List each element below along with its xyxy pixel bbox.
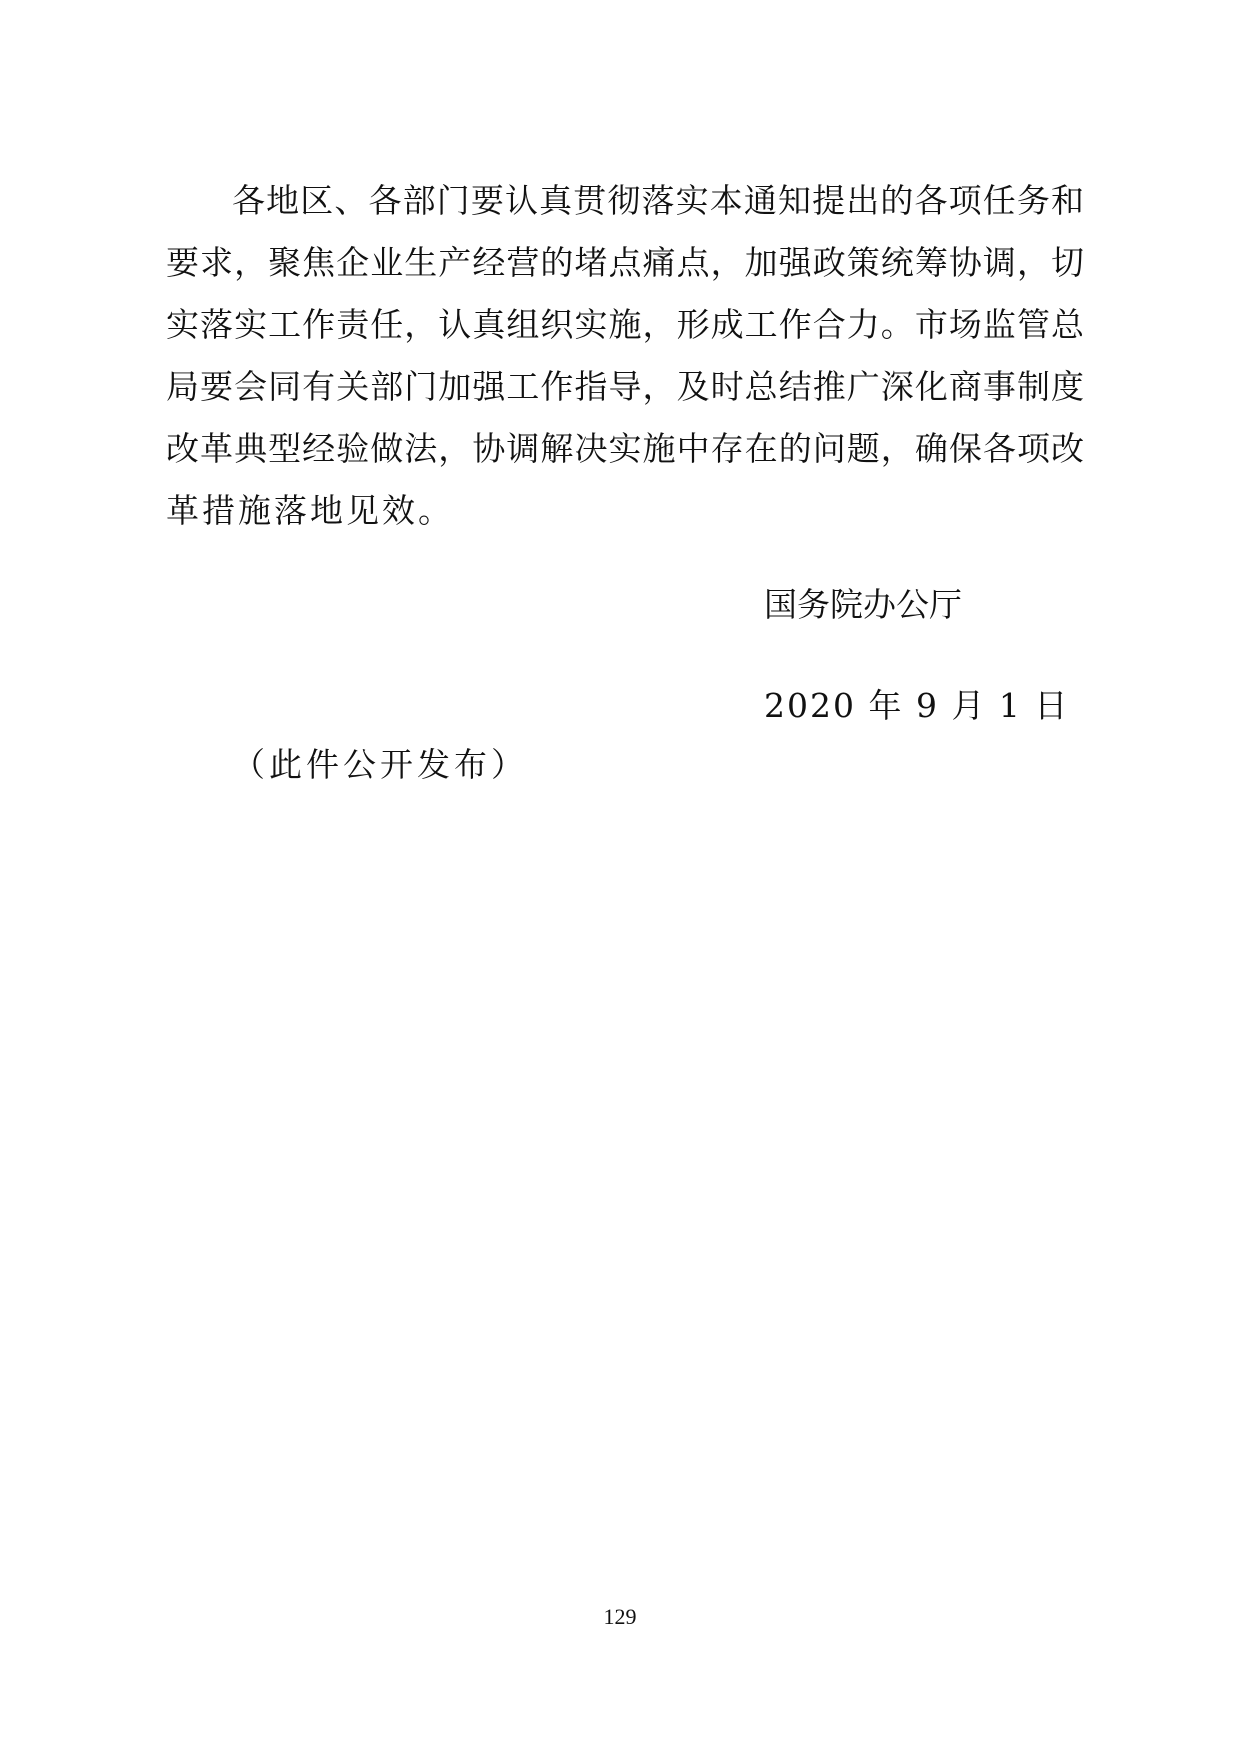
- page-number: 129: [603, 1604, 637, 1629]
- body-paragraph-line-4: 局要会同有关部门加强工作指导，及时总结推广深化商事制度: [166, 367, 1084, 406]
- issuer-name: 国务院办公厅: [764, 585, 962, 624]
- body-paragraph-line-5: 改革典型经验做法，协调解决实施中存在的问题，确保各项改: [166, 429, 1084, 468]
- body-paragraph-line-3: 实落实工作责任，认真组织实施，形成工作合力。市场监管总: [166, 305, 1084, 344]
- body-paragraph-line-6: 革措施落地见效。: [166, 491, 454, 530]
- body-paragraph-line-2: 要求，聚焦企业生产经营的堵点痛点，加强政策统筹协调，切: [166, 243, 1084, 282]
- issue-date: 2020 年 9 月 1 日: [764, 686, 1070, 725]
- body-paragraph-line-1: 各地区、各部门要认真贯彻落实本通知提出的各项任务和: [232, 181, 1084, 220]
- publication-note: （此件公开发布）: [232, 745, 528, 784]
